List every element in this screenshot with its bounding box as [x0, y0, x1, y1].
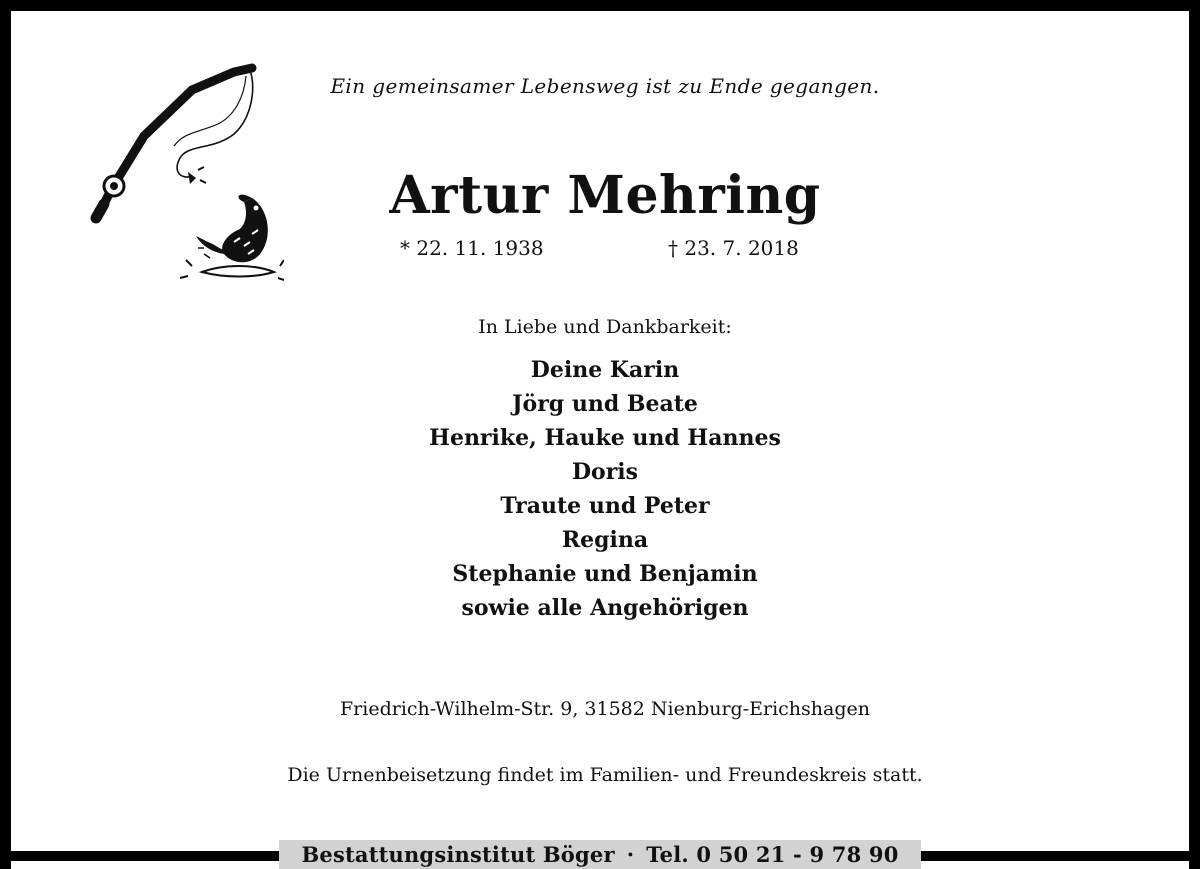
mourner-line: Regina	[561, 527, 649, 553]
mourners-list	[205, 353, 1005, 625]
birth-date: * 22. 11. 1938	[400, 236, 544, 260]
mourner-line: Doris	[571, 459, 639, 485]
death-date: † 23. 7. 2018	[668, 236, 799, 260]
funeral-home-name: Bestattungsinstitut Böger	[301, 842, 615, 867]
mourner-line: Henrike, Hauke und Hannes	[429, 425, 781, 451]
burial-note: Die Urnenbeisetzung findet im Familien- und Freundeskreis statt.	[287, 764, 923, 786]
family-address: Friedrich-Wilhelm-Str. 9, 31582 Nienburg-Erichshagen	[340, 698, 870, 720]
footer-separator: ·	[626, 842, 635, 867]
mourners-intro: In Liebe und Dankbarkeit:	[478, 316, 732, 338]
deceased-name: Artur Mehring	[389, 165, 821, 226]
mourner-line: Deine Karin	[530, 357, 680, 383]
mourner-line: Traute und Peter	[500, 493, 710, 519]
mourner-line: sowie alle Angehörigen	[461, 595, 749, 621]
mourner-line: Jörg und Beate	[512, 391, 698, 417]
funeral-home-footer	[279, 840, 921, 869]
mourner-line: Stephanie und Benjamin	[452, 561, 758, 587]
funeral-home-phone: Tel. 0 50 21 - 9 78 90	[646, 842, 899, 867]
motto-text: Ein gemeinsamer Lebensweg ist zu Ende gegangen.	[330, 74, 880, 98]
